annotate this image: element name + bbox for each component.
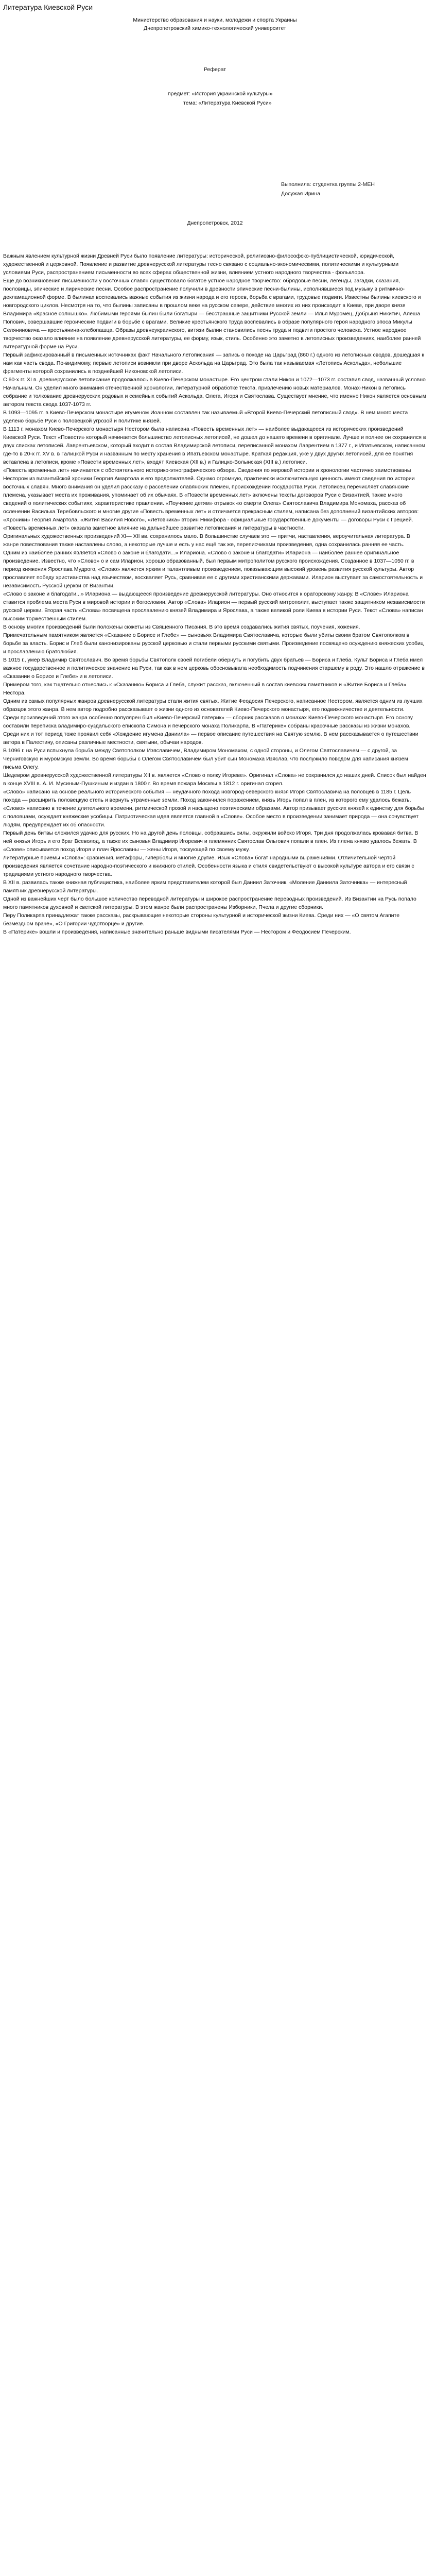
body-paragraph: «Слово о законе и благодати...» Илариона — выдающееся произведение древнерусской литературы. Оно относится к ораторскому жанру. В «Слове» Илариона ставится проблема места Руси в мировой истории и богословии. Автор «Слова» Иларион — первый русский митрополит, выступает также защитником независимости русской церкви. Вторая часть «Слова» посвящена прославлению князей Владимира и Ярослава, а также великой роли Киева в истории Руси. Текст «Слова» написан высоким торжественным стилем. [3,591,425,622]
author-block [281,180,427,198]
body-paragraph: Примечательным памятником является «Сказание о Борисе и Глебе» — сыновьях Владимира Святославича, которые были убиты своим братом Святополком в борьбе за власть. Борис и Глеб были канонизированы русской церковью и стали первыми русскими святыми. Произведение посвящено осуждению княжеских усобиц и прославлению братолюбия. [3,632,424,655]
body-paragraph: Литературные приемы «Слова»: сравнения, метафоры, гиперболы и многие другие. Язык «Слова» богат народными выражениями. Отличительной чертой произведения является сочетание народно-поэтического и книжного стилей. Особенности языка и стиля свидетельствуют о высокой культуре автора и его связи с традициями устного народного творчества. [3,855,414,877]
body-paragraph: «Слово» написано на основе реального исторического события — неудачного похода новгород-северского князя Игоря Святославича на половцев в 1185 г. Цель похода — расширить половецкую степь и вернуть утраченные земли. Поход закончился поражением, князь Игорь попал в плен, из которого ему удалось бежать. [3,789,411,803]
body-paragraph: Еще до возникновения письменности у восточных славян существовало богатое устное народное творчество: обрядовые песни, легенды, загадки, сказания, пословицы, эпические и лирические песни. Особое распространение получили в древности эпические песни-былины, исполнявшиеся под музыку в ритмично-декламационной форме. В былинах воспевались важные события из жизни народа и его героев, борьба с врагами, трудовые подвиги. Известны былины киевского и новгородского циклов. Несмотря на то, что былины записаны в прошлом веке на русском севере, действие многих из них происходит в Киеве, при дворе князя Владимира «Красное солнышко». Любимыми героями былин были богатыри — бесстрашные защитники Русской земли — Илья Муромец, Добрыня Никитич, Алеша Попович, совершавшие героические подвиги в борьбе с врагами. Великие крестьянского труда воспевались в образе популярного героя народного эпоса Микулы Селяниновича — крестьянина-хлебопашца. Образы древнеукраинского, витязи былин становились песнь труда и подвиги простого человека. Устное народное творчество оказало влияние на появление древнерусской литературы, ее форму, язык, стиль. Особенно это заметно в летописных произведениях, наиболее ранней литературной форме на Руси. [3,278,421,350]
body-paragraph: В 1096 г. на Руси вспыхнула борьба между Святополком Изяславичем, Владимиром Мономахом, с одной стороны, и Олегом Святославичем — с другой, за Черниговскую и муромскую земли. Во время борьбы с Олегом Святославичем был убит сын Мономаха Изяслав, что послужило поводом для написания князем письма Олегу. [3,748,408,770]
body-paragraph: Важным явлением культурной жизни Древней Руси было появление литературы: исторической, религиозно-философско-публицистической, юридической, художественной и церковной. Появление и развитие древнерусской литературы тесно связано с социально-экономическими, политическими и культурными условиями Руси, распространением письменности во всех сферах общественной жизни, влиянием устного народного творчества - фольклора. [3,253,399,276]
body-paragraph: Одной из важнейших черт было большое количество переводной литературы и широкое распространение переводных произведений. Из Византии на Русь попало много памятников духовной и светской литературы. В этом жанре были распространены Изборники, Пчела и другие сборники. [3,896,416,910]
university-line: Днепропетровский химико-технологический университет [144,25,286,31]
body-paragraph: В основу многих произведений были положены сюжеты из Священного Писания. В это время создавались жития святых, поучения, хожения. [3,624,360,630]
subject-label: предмет: [168,91,190,97]
body-paragraph: «Повесть временных лет» начинается с обстоятельного историко-этнографического обзора. Сведения по мировой истории и хронологии частично заимствованы Нестором из византийской хроники Георгия Амартола и его продолжателей. Однако огромную, практически исключительную ценность имеют сведения по истории восточных славян. Много внимания он уделил рассказу о расселении славянских племен, происхождении государства Руси. Летописец перечисляет славянские племена, указывает места их проживания, упоминает об их обычаях. В «Повести временных лет» включены тексты договоров Руси с Византией, также много сведений о политических событиях, характеристике правлении. «Поучение детям» отрывок «о смерти Олега» Святославича Владимира Мономаха, рассказ об осленении Василька Теребовльского и многие другие «Повесть временных лет» и отличается прекрасным стилем, написана без дополнений византийских авторов: «Хроники» Георгия Амартола, «Жития Василия Нового», «Летовника» вторин Никифора - официальные государственные документы — договоры Руси с Грецией. [3,467,419,523]
body-paragraph: Одним из наиболее ранних является «Слово о законе и благодати...» Илариона. «Слово о законе и благодати» Илариона — наиболее раннее оригинальное произведение. Известно, что «Слово» о и сам Иларион, хорошо образованный, был первым митрополитом русского происхождения. Созданное в 1037—1050 гг. в период княжения Ярослава Мудрого, «Слово» является ярким и талантливым произведением, показывающим высокий уровень развития русской культуры. Автор прославляет победу христианства над язычеством, восхваляет Русь, сравнивая ее с другими христианскими державами. Иларион выступает за самостоятельность и независимость Русской церкви от Византии. [3,550,423,589]
body-paragraph: Среди них и тот период тоже проявил себя «Хождение игумена Даниила» — первое описание путешествия на Святую землю. В нем рассказывается о путешествии автора в Палестину, описаны различные местности, святыни, обычаи народов. [3,731,418,745]
subject-topic-block [168,89,427,108]
body-paragraph: В 1113 г. монахом Киево-Печерского монастыря Нестором была написана «Повесть временных лет» — наиболее выдающееся из исторических произведений Киевской Руси. Текст «Повести» который начинается большинство летописных летописей, не дошел до нашего времени в оригинале. Лучше и полнее он сохранился в двух списках летописей. Лаврентьевском, который входит в состав Владимирской летописи, переписанной монахом Лаврентием в 1377 г., и Ипатьевском, написанном где-то в 20-х гг. XV в. в Галицкой Руси и названным по месту хранения в Ипатьевском монастыре. Краткая редакция, уже у двух других летописей, для ее понятия вставлена в летописи, кроме «Повести временных лет», входят Киевская (XII в.) и Галицко-Волынская (XIII в.) летописи. [3,426,426,465]
city-year: Днепропетровск, 2012 [187,220,243,226]
body-paragraph: «Повесть временных лет» оказала заметное влияние на дальнейшее развитие летописания и литературы в частности. [3,525,305,531]
body-paragraph: В «Патерике» вошли и произведения, написанные значительно раньше видными писателями Руси — Нестором и Феодосием Печерским. [3,929,351,935]
body-paragraph: В 1093—1095 гг. в Киево-Печерском монастыре игуменом Иоанном составлен так называемый «Второй Киево-Печерский летописный свод». В нем много места уделено борьбе Руси с половецкой угрозой и политике князей. [3,410,408,424]
body-paragraph: В XII в. развилась также книжная публицистика, наиболее ярким представителем которой был Даниил Заточник. «Моление Даниила Заточника» — интересный памятник древнерусской литературы. [3,879,407,894]
body-paragraph: Примером того, как тщательно отнеслись к «Сказанию» Бориса и Глеба, служит рассказ, включенный в состав киевских памятников и «Житие Бориса и Глеба» Нестора. [3,682,407,696]
body-paragraph: Первый зафиксированный в письменных источниках факт Начального летописания — запись о походе на Царьград (860 г.) одного из летописных сводов, дошедшая к нам как часть свода. По-видимому, первые летописи возникли при дворе Аскольда на Царьград. Это была так называемая «Летопись Аскольда», небольшие фрагменты которой сохранились в позднейшей Никоновской летописи. [3,352,424,375]
report-type: Реферат [203,66,226,73]
subject-line [168,89,427,98]
subject-value: «История украинской культуры» [191,91,273,97]
body-paragraph: Оригинальных художественных произведений XI— XII вв. сохранилось мало. В большинстве случаев это — притчи, наставления, вероучительная литература. В жанре повествования также наставлены слово, а некоторые лучше и есть у нас ещё так же, переписчиками произведения, одна сохранилась ранняя ее часть. [3,533,410,548]
document-title: Литература Киевской Руси [3,3,93,11]
body-paragraph: В 1015 г., умер Владимир Святославич. Во время борьбы Святополк своей погибели обернуть и погубить двух братьев — Бориса и Глеба. Культ Бориса и Глеба имел важное государственное и политическое значение на Руси, так как в нем церковь обосновывала необходимость подчинения старшему в роду. Это нашло отражение в «Сказании о Борисе и Глебе» и в летописи. [3,657,425,680]
body-paragraph: «Слово» написано в течение длительного времени, ритмической прозой и насыщено поэтическими образами. Автор призывает русских князей к единству для борьбы с половцами, осуждает княжеские усобицы. Патриотическая идея является главной в «Слове». Особое место в произведении занимает природа — она сочувствует людям, предупреждает их об опасности. [3,805,424,828]
author-name: Досужая Ирина [281,191,321,197]
body-paragraph: Одним из самых популярных жанров древнерусской литературы стали жития святых. Житие Феодосия Печерского, написанное Нестором, является одним из лучших образцов этого жанра. В нем автор подробно рассказывает о жизни одного из основателей Киево-Печерского монастыря, его подвижничестве и деятельности. [3,698,423,713]
body-paragraph: Шедевром древнерусской художественной литературы XII в. является «Слово о полку Игореве». Оригинал «Слова» не сохранился до наших дней. Список был найден в конце XVIII в. А. И. Мусиным-Пушкиным и издан в 1800 г. Во время пожара Москвы в 1812 г. оригинал сгорел. [3,772,426,787]
body-paragraph: Среди произведений этого жанра особенно популярен был «Киево-Печерский патерик» — сборник рассказов о монахах Киево-Печерского монастыря. Его основу составили переписка владимиро-суздальского епископа Симона и печерского монаха Поликарпа. В «Патерике» собраны красочные рассказы из жизни монахов. [3,715,413,729]
ministry-line: Министерство образования и науки, молодежи и спорта Украины [133,17,297,23]
document-page [0,0,430,941]
done-by-line: Выполнила: студентка группы 2-МЕН [281,181,375,188]
body-paragraph: Первый день битвы сложился удачно для русских. Но на другой день половцы, собравшись силы, окружили войско Игоря. Три дня продолжалась кровавая битва. В ней князья Игорь и его брат Всеволод, а также их сыновья Владимир Игоревич и племянник Святослав Ольгович попали в плен. Из плена князю удалось бежать. В «Слове» описывается поход Игоря и плач Ярославны — жены Игоря, тоскующей по своему мужу. [3,830,418,853]
body-paragraph: С 60-х гг. XI в. древнерусское летописание продолжалось в Киево-Печерском монастыре. Его центром стали Никон и 1072—1073 гг. составил свод, названный условно Начальным. Он уделил много внимания отечественной хронологии, литературной обработке текста, привлечению новых материалов. Монах-Никон в летопись собрание и толкование древнерусских родовых и семейных событий Аскольда, Олега, Игоря и Святослава. Существует мнение, что именно Никон является основным автором текста свода 1037-1073 гг. [3,377,426,408]
body-paragraph: Перу Поликарпа принадлежат также рассказы, раскрывающие некоторые стороны культурной и исторической жизни Киева. Среди них — «О святом Агапите безмездном враче», «О Григории чудотворце» и другие. [3,912,400,927]
topic-line [183,98,427,108]
topic-value: «Литература Киевской Руси» [198,100,272,106]
document-body [3,252,427,936]
topic-label: тема: [183,100,197,106]
